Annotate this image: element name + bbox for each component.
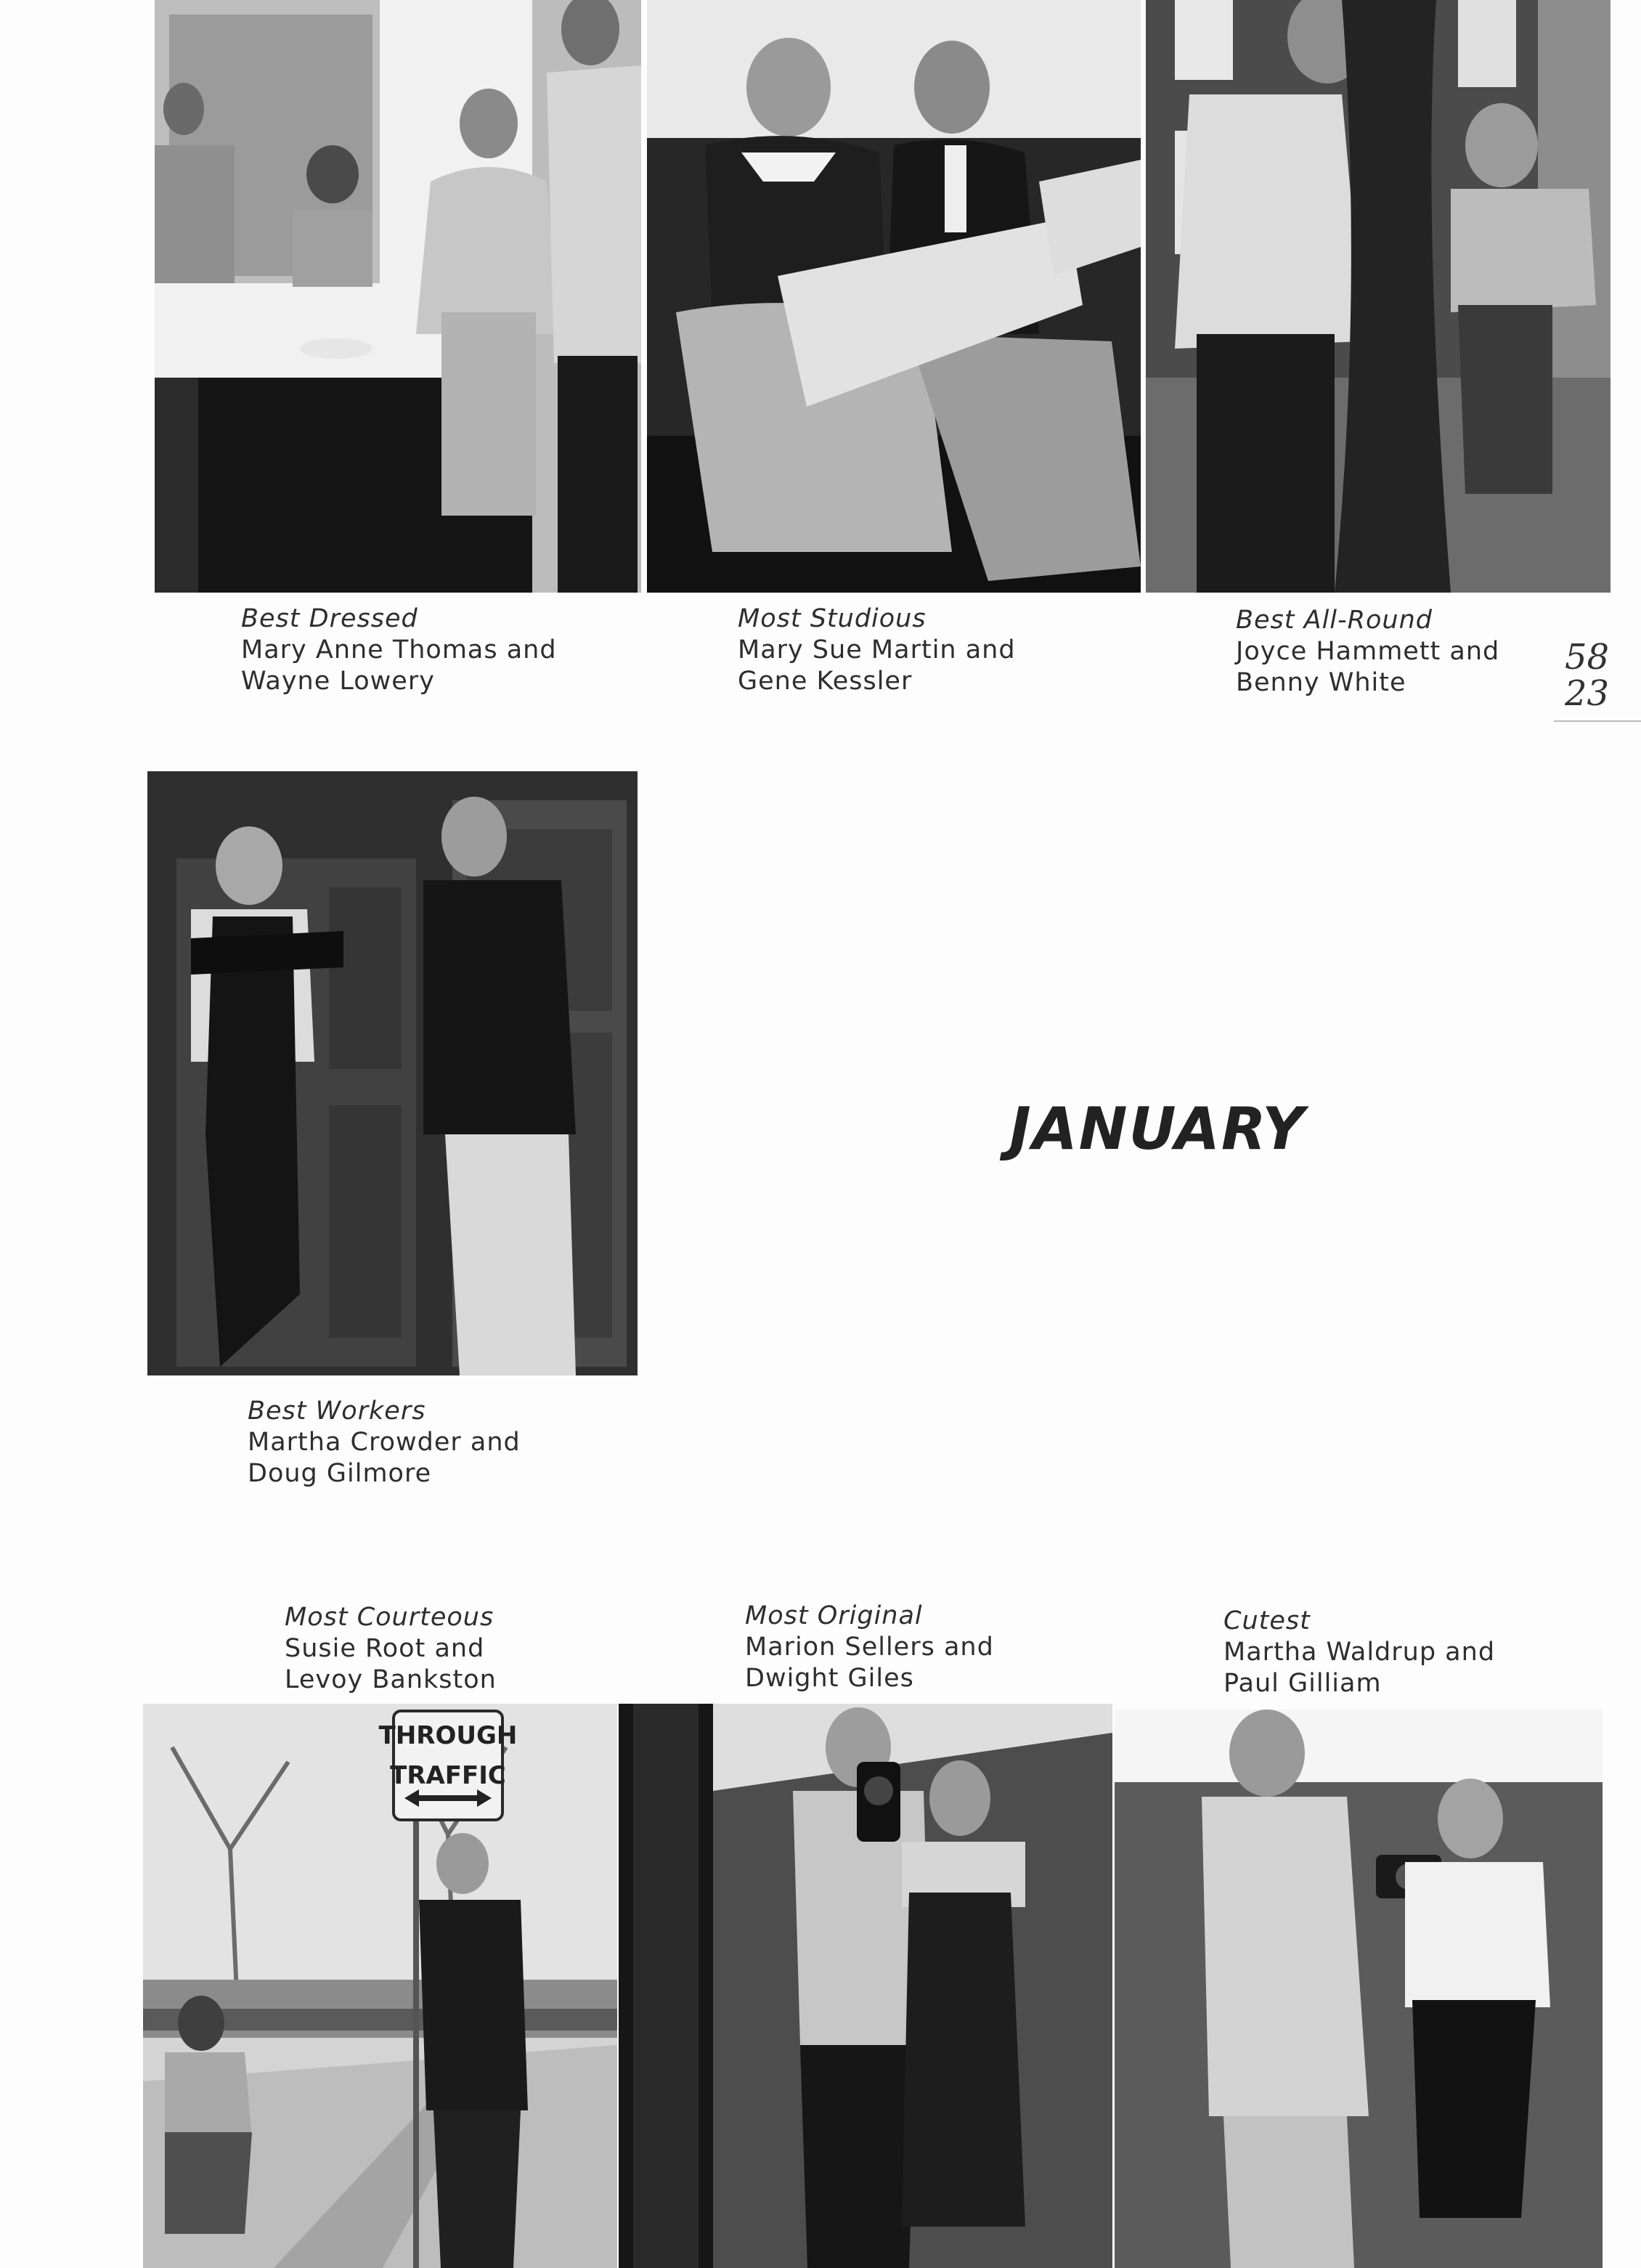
- winners-line-1: Susie Root and: [285, 1634, 485, 1663]
- photo-most-courteous: [143, 1704, 617, 2268]
- handwritten-underline: [1554, 720, 1641, 722]
- sign-line-2: TRAFFIC: [390, 1761, 506, 1790]
- caption-most-original: [745, 1601, 994, 1694]
- photo-cutest: [1115, 1710, 1603, 2268]
- winners-line-1: Mary Anne Thomas and: [241, 635, 557, 664]
- award-title: Most Original: [745, 1601, 923, 1630]
- award-title: Most Studious: [738, 604, 927, 633]
- photo-best-dressed: [155, 0, 641, 593]
- caption-most-courteous: [285, 1602, 497, 1696]
- award-title: Best Workers: [248, 1397, 426, 1426]
- winners-line-2: Paul Gilliam: [1223, 1669, 1382, 1698]
- caption-cutest: [1223, 1606, 1495, 1699]
- handwritten-line-1: 58: [1565, 637, 1610, 678]
- photo-most-studious: [647, 0, 1141, 593]
- winners-line-1: Martha Crowder and: [248, 1428, 521, 1457]
- winners-line-1: Marion Sellers and: [745, 1633, 994, 1662]
- caption-most-studious: [738, 603, 1016, 697]
- sign-line-1: THROUGH: [378, 1721, 518, 1750]
- winners-line-2: Wayne Lowery: [241, 667, 435, 696]
- month-heading: JANUARY: [1009, 1095, 1306, 1163]
- winners-line-2: Benny White: [1236, 668, 1406, 697]
- winners-line-1: Mary Sue Martin and: [738, 635, 1016, 664]
- award-title: Most Courteous: [285, 1603, 494, 1632]
- caption-best-workers: [248, 1396, 521, 1489]
- handwritten-page-number: [1565, 639, 1609, 712]
- photo-best-workers: [147, 771, 638, 1375]
- handwritten-line-2: 23: [1565, 673, 1610, 714]
- caption-best-dressed: [241, 603, 557, 697]
- winners-line-2: Doug Gilmore: [248, 1459, 432, 1488]
- award-title: Best All-Round: [1236, 606, 1433, 635]
- photo-best-all-round: [1146, 0, 1611, 593]
- winners-line-2: Levoy Bankston: [285, 1665, 497, 1694]
- winners-line-2: Dwight Giles: [745, 1664, 914, 1693]
- winners-line-1: Joyce Hammett and: [1236, 637, 1500, 666]
- award-title: Cutest: [1223, 1606, 1311, 1635]
- winners-line-1: Martha Waldrup and: [1223, 1638, 1496, 1667]
- caption-best-all-round: [1236, 605, 1499, 699]
- photo-most-original: [619, 1704, 1112, 2268]
- award-title: Best Dressed: [241, 604, 418, 633]
- winners-line-2: Gene Kessler: [738, 667, 913, 696]
